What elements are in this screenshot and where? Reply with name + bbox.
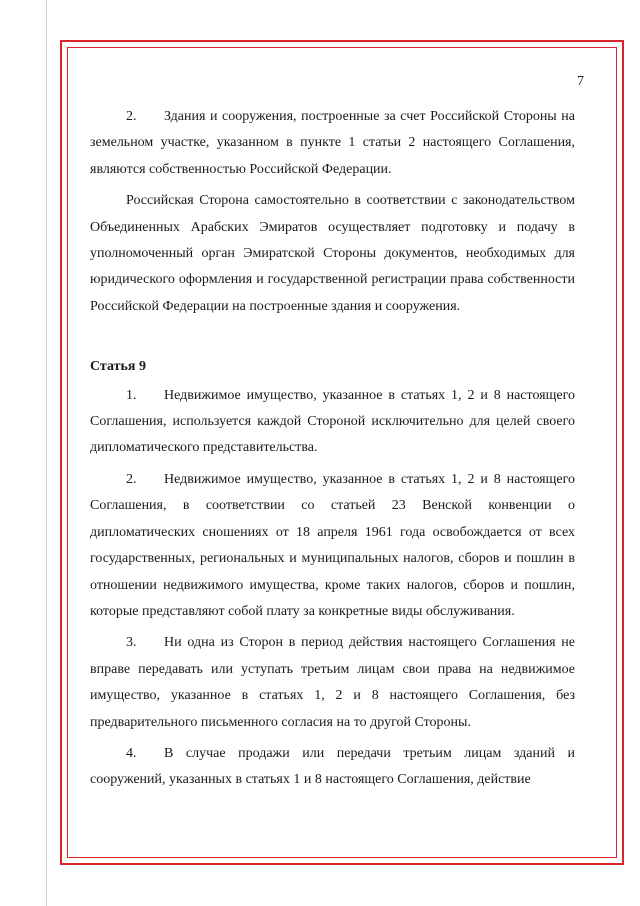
item-text: В случае продажи или передачи третьим лицам зданий и сооружений, указанных в статьях 1 и 8 настоящего Соглашения, действие <box>90 745 575 788</box>
binding-line <box>46 0 47 906</box>
item-number: 3. <box>126 635 137 651</box>
item-text: Недвижимое имущество, указанное в статьях 1, 2 и 8 настоящего Соглашения, используется каждой Стороной исключительно для целей своего дипломатического представительства. <box>90 387 575 456</box>
document-body <box>90 104 575 794</box>
article9-item-4 <box>90 741 575 794</box>
item-number: 2. <box>126 471 137 487</box>
article-heading: Статья 9 <box>90 359 146 375</box>
article8-paragraph-2 <box>90 104 575 183</box>
paragraph-number: 2. <box>126 109 137 124</box>
item-number: 1. <box>126 387 137 403</box>
article9-item-2 <box>90 467 575 625</box>
item-text: Ни одна из Сторон в период действия настоящего Соглашения не вправе передавать или уступать третьим лицам свои права на недвижимое имущество, указанное в статьях 1, 2 и 8 настоящего Соглашения, без предварительного письменного согласия на то другой Стороны. <box>90 635 575 730</box>
item-number: 4. <box>126 745 137 761</box>
article9-item-1 <box>90 383 575 462</box>
page-number: 7 <box>577 74 584 89</box>
item-text: Недвижимое имущество, указанное в статьях 1, 2 и 8 настоящего Соглашения, в соответствии со статьей 23 Венской конвенции о дипломатических сношениях от 18 апреля 1961 года освобождается от всех государственных, региональных и муниципальных налогов, сборов и пошлин в отношении недвижимого имущества, кроме таких налогов, сборов и пошлин, которые представляют собой плату за конкретные виды обслуживания. <box>90 471 575 619</box>
paragraph-text: Здания и сооружения, построенные за счет Российской Стороны на земельном участке, указанном в пункте 1 статьи 2 настоящего Соглашения, являются собственностью Российской Федерации. <box>90 109 575 177</box>
article9-item-3 <box>90 630 575 736</box>
article8-paragraph-3: Российская Сторона самостоятельно в соответствии с законодательством Объединенных Арабских Эмиратов осуществляет подготовку и подачу в уполномоченный орган Эмиратской Стороны документов, необходимых для юридического оформления и государственной регистрации права собственности Российской Федерации на построенные здания и сооружения. <box>90 193 575 314</box>
